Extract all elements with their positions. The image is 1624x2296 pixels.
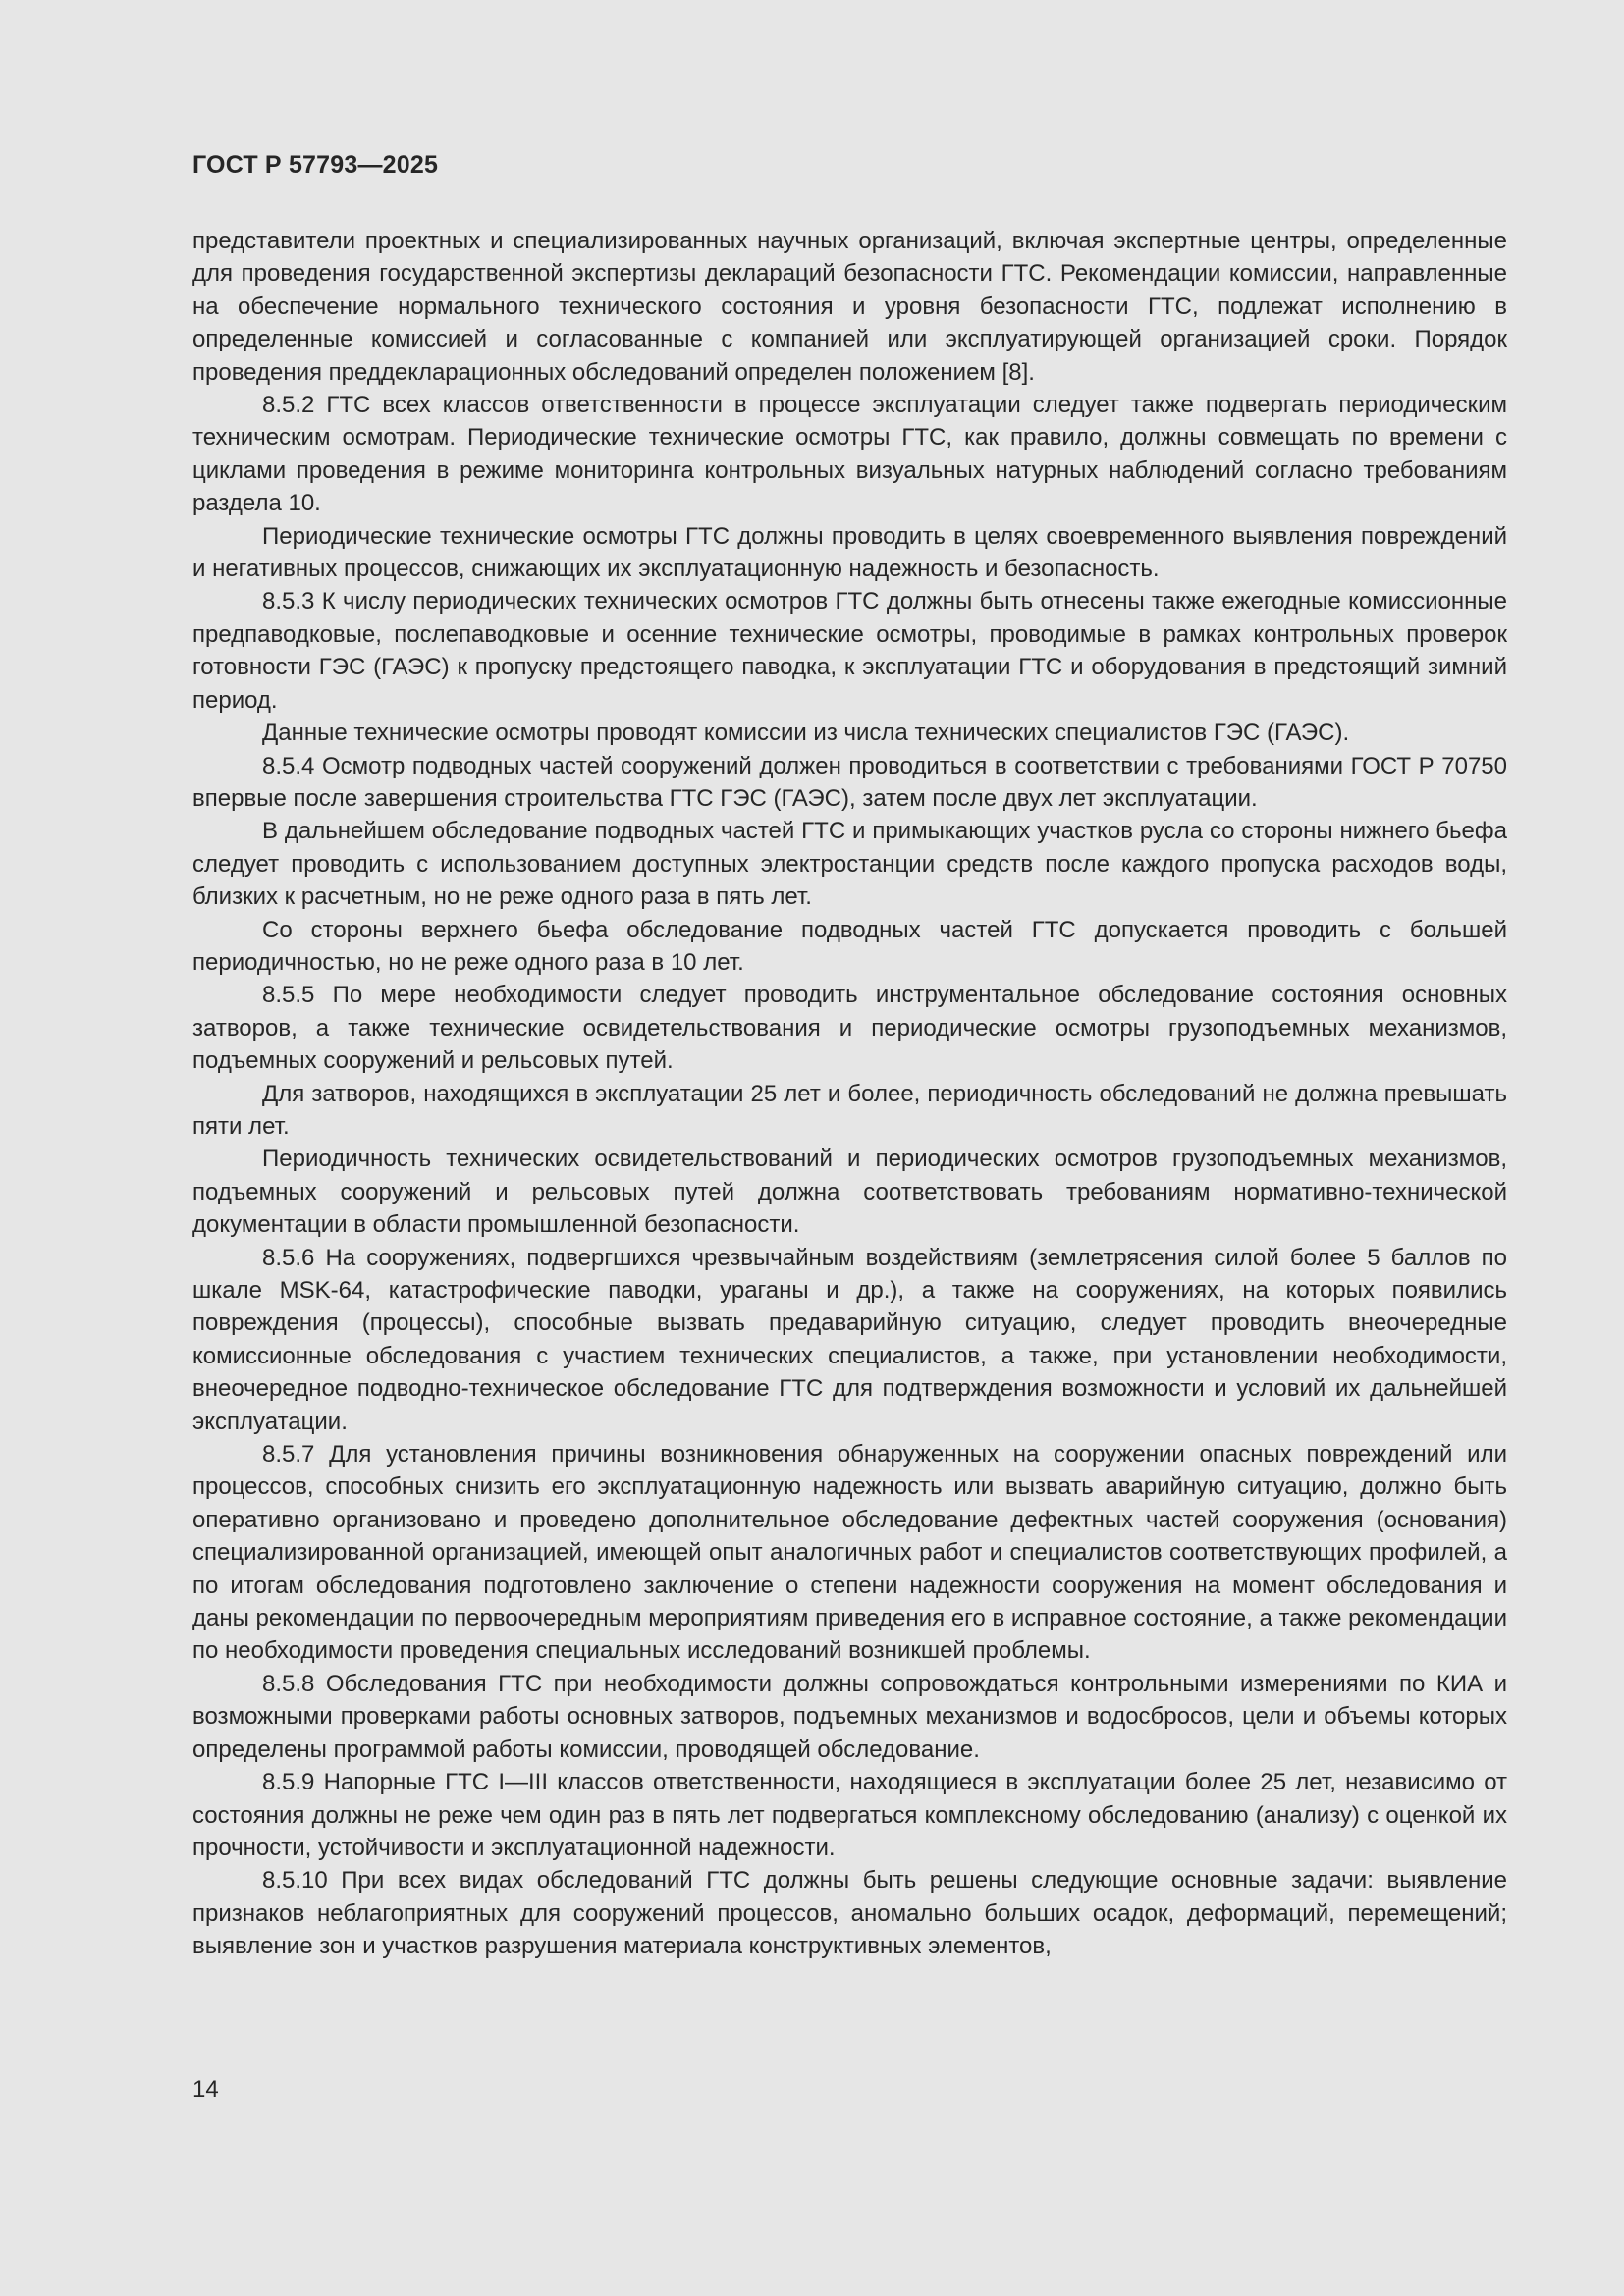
paragraph: В дальнейшем обследование подводных частей ГТС и примыкающих участков русла со стороны нижнего бьефа следует проводить с использованием доступных электростанции средств после каждого пропуска расходов воды, близких к расчетным, но не реже одного раза в пять лет. (192, 818, 1507, 911)
paragraph: 8.5.2 ГТС всех классов ответственности в процессе эксплуатации следует также подвергать периодическим техническим осмотрам. Периодические технические осмотры ГТС, как правило, должны совмещать по времени с циклами проведения в режиме мониторинга контрольных визуальных натурных наблюдений согласно требованиям раздела 10. (192, 392, 1507, 517)
paragraph: Периодичность технических освидетельствований и периодических осмотров грузоподъемных механизмов, подъемных сооружений и рельсовых путей должна соответствовать требованиям нормативно-технической документации в области промышленной безопасности. (192, 1146, 1507, 1239)
paragraph: Для затворов, находящихся в эксплуатации 25 лет и более, периодичность обследований не должна превышать пяти лет. (192, 1080, 1507, 1140)
paragraph: 8.5.8 Обследования ГТС при необходимости должны сопровождаться контрольными измерениями по КИА и возможными проверками работы основных затворов, подъемных механизмов и водосбросов, цели и объемы которых определены программой работы комиссии, проводящей обследование. (192, 1670, 1507, 1763)
paragraph: 8.5.10 При всех видах обследований ГТС должны быть решены следующие основные задачи: выявление признаков неблагоприятных для сооружений процессов, аномально больших осадок, деформаций, перемещений; выявление зон и участков разрушения материала конструктивных элементов, (192, 1867, 1507, 1960)
paragraph: 8.5.3 К числу периодических технических осмотров ГТС должны быть отнесены также ежегодные комиссионные предпаводковые, послепаводковые и осенние технические осмотры, проводимые в рамках контрольных проверок готовности ГЭС (ГАЭС) к пропуску предстоящего паводка, к эксплуатации ГТС и оборудования в предстоящий зимний период. (192, 588, 1507, 714)
paragraph: 8.5.6 На сооружениях, подвергшихся чрезвычайным воздействиям (землетрясения силой более 5 баллов по шкале MSK-64, катастрофические паводки, ураганы и др.), а также на сооружениях, на которых появились повреждения (процессы), способные вызвать предаварийную ситуацию, следует проводить внеочередные комиссионные обследования с участием технических специалистов, а также, при установлении необходимости, внеочередное подводно-техническое обследование ГТС для подтверждения возможности и условий их дальнейшей эксплуатации. (192, 1244, 1507, 1435)
paragraph: Данные технические осмотры проводят комиссии из числа технических специалистов ГЭС (ГАЭС). (262, 720, 1350, 747)
body-text (192, 225, 1507, 1963)
paragraph: Периодические технические осмотры ГТС должны проводить в целях своевременного выявления повреждений и негативных процессов, снижающих их эксплуатационную надежность и безопасность. (192, 522, 1507, 583)
paragraph: 8.5.4 Осмотр подводных частей сооружений должен проводиться в соответствии с требованиями ГОСТ Р 70750 впервые после завершения строительства ГТС ГЭС (ГАЭС), затем после двух лет эксплуатации. (192, 752, 1507, 812)
paragraph: 8.5.5 По мере необходимости следует проводить инструментальное обследование состояния основных затворов, а также технические освидетельствования и периодические осмотры грузоподъемных механизмов, подъемных сооружений и рельсовых путей. (192, 982, 1507, 1075)
paragraph: Со стороны верхнего бьефа обследование подводных частей ГТС допускается проводить с большей периодичностью, но не реже одного раза в 10 лет. (192, 916, 1507, 976)
page-number: 14 (192, 2076, 219, 2103)
standard-designation: ГОСТ Р 57793—2025 (192, 151, 439, 179)
paragraph: 8.5.7 Для установления причины возникновения обнаруженных на сооружении опасных повреждений или процессов, способных снизить его эксплуатационную надежность или вызвать аварийную ситуацию, должно быть оперативно организовано и проведено дополнительное обследование дефектных частей сооружения (основания) специализированной организацией, имеющей опыт аналогичных работ и специалистов соответствующих профилей, а по итогам обследования подготовлено заключение о степени надежности сооружения на момент обследования и даны рекомендации по первоочередным мероприятиям приведения его в исправное состояние, а также рекомендации по необходимости проведения специальных исследований возникшей проблемы. (192, 1441, 1507, 1665)
paragraph: 8.5.9 Напорные ГТС I—III классов ответственности, находящиеся в эксплуатации более 25 лет, независимо от состояния должны не реже чем один раз в пять лет подвергаться комплексному обследованию (анализу) с оценкой их прочности, устойчивости и эксплуатационной надежности. (192, 1769, 1507, 1861)
paragraph: представители проектных и специализированных научных организаций, включая экспертные центры, определенные для проведения государственной экспертизы деклараций безопасности ГТС. Рекомендации комиссии, направленные на обеспечение нормального технического состояния и уровня безопасности ГТС, подлежат исполнению в определенные комиссией и согласованные с компанией или эксплуатирующей организацией сроки. Порядок проведения преддекларационных обследований определен положением [8]. (192, 228, 1507, 386)
